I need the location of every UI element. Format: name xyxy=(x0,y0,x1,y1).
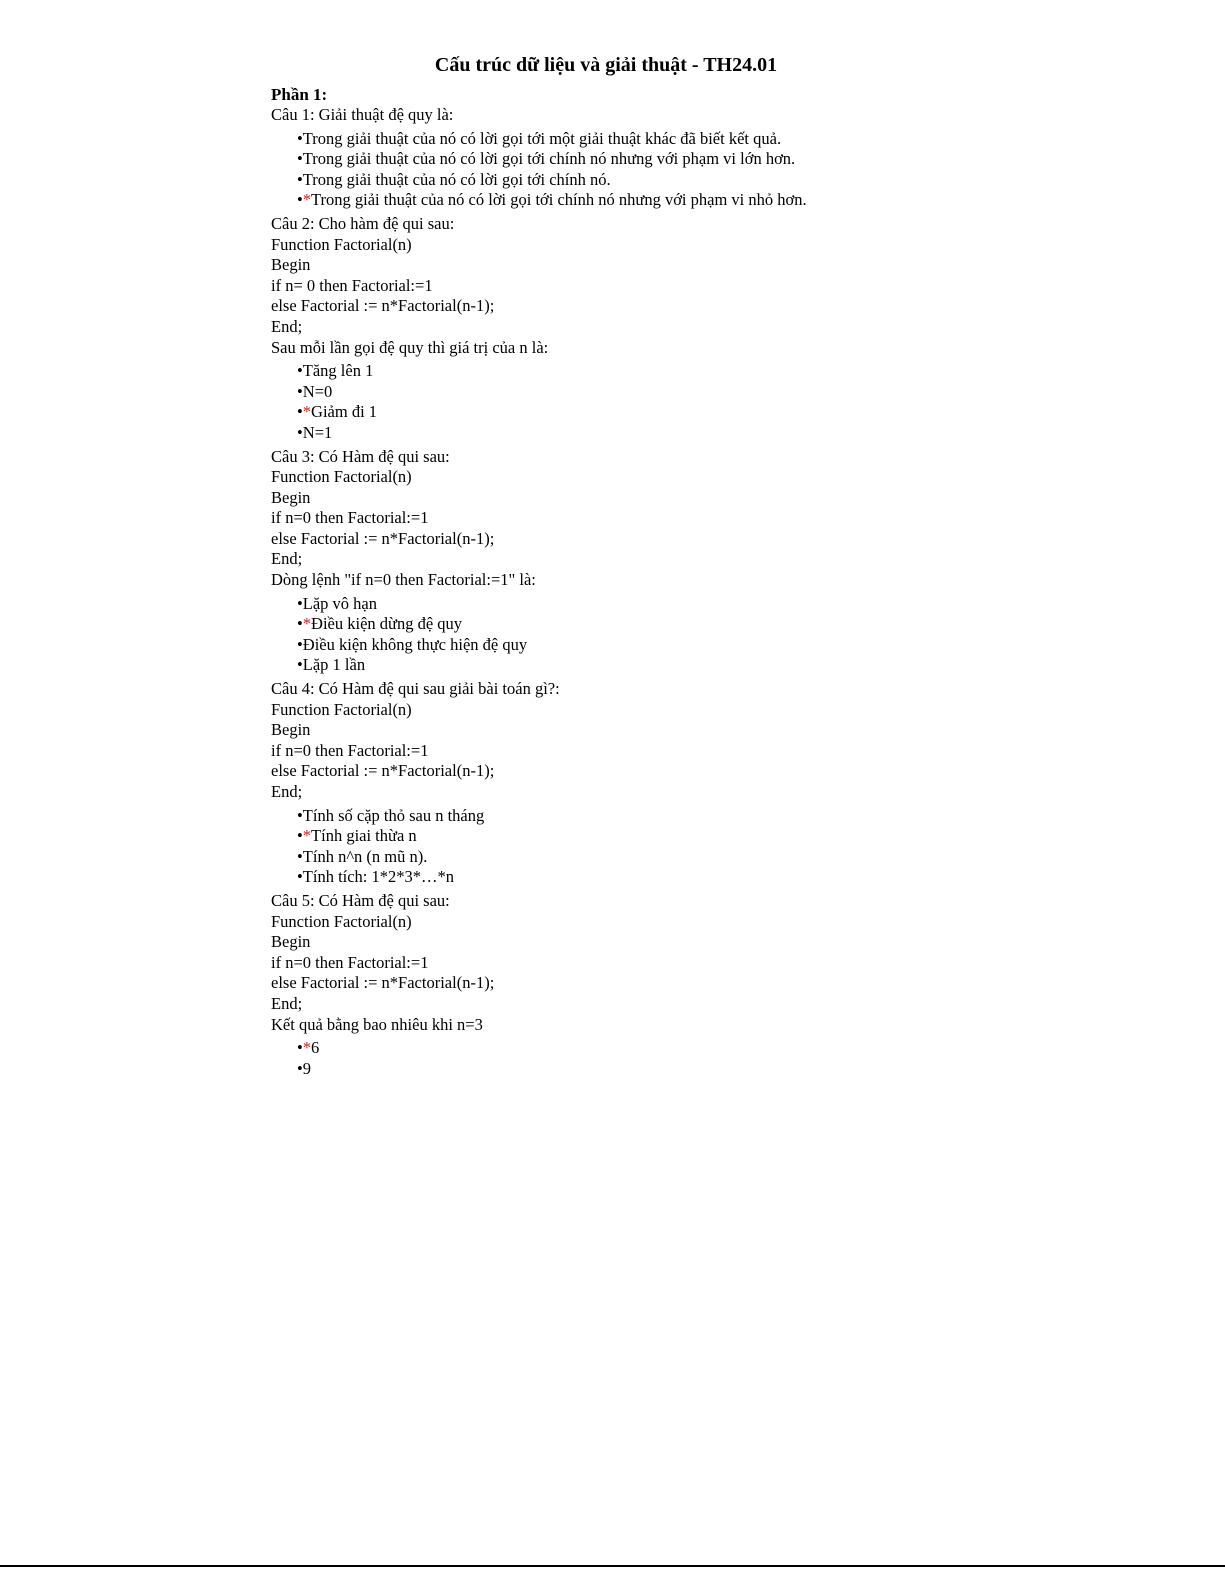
bullet-icon: • xyxy=(297,149,303,169)
question-heading: Câu 1: Giải thuật đệ quy là: xyxy=(271,105,454,124)
question-text-line: Function Factorial(n) xyxy=(271,699,412,719)
question-block xyxy=(271,214,911,444)
answer-option-text: Giảm đi 1 xyxy=(311,402,378,422)
answer-option-text: Tính số cặp thỏ sau n tháng xyxy=(302,805,485,825)
bullet-icon: • xyxy=(297,655,303,675)
bullet-icon: • xyxy=(297,614,303,634)
question-list xyxy=(271,105,911,1079)
bullet-icon: • xyxy=(297,169,303,189)
answer-option xyxy=(297,1059,911,1080)
question-text-line: End; xyxy=(271,549,303,569)
correct-answer-marker-icon: * xyxy=(302,826,312,846)
bullet-icon: • xyxy=(297,593,303,613)
answer-option-text: Trong giải thuật của nó có lời gọi tới chính nó. xyxy=(302,169,611,189)
question-text-line: if n=0 then Factorial:=1 xyxy=(271,508,429,528)
answer-option xyxy=(297,149,911,170)
answer-option xyxy=(297,423,911,444)
page-bottom-rule xyxy=(0,1565,1225,1567)
answer-options xyxy=(271,129,911,211)
question-text-line: if n= 0 then Factorial:=1 xyxy=(271,275,433,295)
question-text-line: Function Factorial(n) xyxy=(271,234,412,254)
question-text-line: Sau mỗi lần gọi đệ quy thì giá trị của n là: xyxy=(271,337,549,357)
answer-option xyxy=(297,402,911,423)
bullet-icon: • xyxy=(297,1058,303,1078)
question-block xyxy=(271,105,911,211)
answer-option-text: Trong giải thuật của nó có lời gọi tới chính nó nhưng với phạm vi nhỏ hơn. xyxy=(311,190,807,210)
answer-option-text: Tính tích: 1*2*3*…*n xyxy=(302,867,455,887)
answer-option-text: N=1 xyxy=(302,422,333,442)
answer-option xyxy=(297,594,911,615)
question-block xyxy=(271,447,911,677)
question-text-line: Begin xyxy=(271,932,311,952)
answer-option xyxy=(297,382,911,403)
question-text-line: Function Factorial(n) xyxy=(271,911,412,931)
question-text-line: if n=0 then Factorial:=1 xyxy=(271,740,429,760)
bullet-icon: • xyxy=(297,826,303,846)
question-text-line: else Factorial := n*Factorial(n-1); xyxy=(271,973,495,993)
answer-option xyxy=(297,129,911,150)
answer-options xyxy=(271,594,911,676)
document-title: Cấu trúc dữ liệu và giải thuật - TH24.01 xyxy=(434,54,778,76)
question-text-line: End; xyxy=(271,316,303,336)
answer-option-text: Điều kiện dừng đệ quy xyxy=(311,614,463,634)
correct-answer-marker-icon: * xyxy=(302,190,312,210)
answer-option xyxy=(297,867,911,888)
question-block xyxy=(271,891,911,1079)
bullet-icon: • xyxy=(297,867,303,887)
answer-option-text: Tính giai thừa n xyxy=(311,826,417,846)
bullet-icon: • xyxy=(297,805,303,825)
bullet-icon: • xyxy=(297,381,303,401)
question-text-line: Begin xyxy=(271,255,311,275)
answer-option-text: Tính n^n (n mũ n). xyxy=(302,846,428,866)
answer-option xyxy=(297,1038,911,1059)
question-text-line: End; xyxy=(271,993,303,1013)
bullet-icon: • xyxy=(297,361,303,381)
section-heading: Phần 1: xyxy=(271,85,328,104)
answer-option-text: 9 xyxy=(302,1058,312,1078)
answer-option-text: N=0 xyxy=(302,381,333,401)
answer-option xyxy=(297,614,911,635)
question-heading: Câu 5: Có Hàm đệ qui sau: xyxy=(271,890,450,910)
question-text-line: Kết quả bằng bao nhiêu khi n=3 xyxy=(271,1014,483,1034)
bullet-icon: • xyxy=(297,846,303,866)
question-heading: Câu 3: Có Hàm đệ qui sau: xyxy=(271,446,450,466)
answer-options xyxy=(271,1038,911,1079)
question-text-line: else Factorial := n*Factorial(n-1); xyxy=(271,761,495,781)
answer-option xyxy=(297,361,911,382)
answer-option xyxy=(297,655,911,676)
answer-option-text: Tăng lên 1 xyxy=(302,361,374,381)
answer-option-text: Trong giải thuật của nó có lời gọi tới một giải thuật khác đã biết kết quả. xyxy=(302,128,782,148)
bullet-icon: • xyxy=(297,1038,303,1058)
correct-answer-marker-icon: * xyxy=(302,1038,312,1058)
answer-option-text: Lặp vô hạn xyxy=(302,593,378,613)
question-text-line: Function Factorial(n) xyxy=(271,467,412,487)
answer-option xyxy=(297,635,911,656)
answer-option xyxy=(297,170,911,191)
answer-option-text: 6 xyxy=(311,1038,320,1058)
question-text-line: else Factorial := n*Factorial(n-1); xyxy=(271,296,495,316)
answer-option xyxy=(297,806,911,827)
correct-answer-marker-icon: * xyxy=(302,614,312,634)
document-body xyxy=(271,84,911,1082)
bullet-icon: • xyxy=(297,190,303,210)
question-text-line: End; xyxy=(271,782,303,801)
answer-options xyxy=(271,361,911,443)
answer-option-text: Điều kiện không thực hiện đệ quy xyxy=(302,634,528,654)
bullet-icon: • xyxy=(297,422,303,442)
answer-option xyxy=(297,826,911,847)
answer-option xyxy=(297,847,911,868)
correct-answer-marker-icon: * xyxy=(302,402,312,422)
question-block xyxy=(271,679,911,888)
bullet-icon: • xyxy=(297,128,303,148)
question-text-line: Begin xyxy=(271,487,311,507)
question-heading: Câu 4: Có Hàm đệ qui sau giải bài toán gì?: xyxy=(271,679,560,699)
question-text-line: Begin xyxy=(271,720,311,740)
question-text-line: if n=0 then Factorial:=1 xyxy=(271,952,429,972)
question-heading: Câu 2: Cho hàm đệ qui sau: xyxy=(271,213,455,233)
bullet-icon: • xyxy=(297,402,303,422)
answer-options xyxy=(271,806,911,888)
question-text-line: Dòng lệnh "if n=0 then Factorial:=1" là: xyxy=(271,570,536,590)
answer-option-text: Lặp 1 lần xyxy=(302,655,366,675)
bullet-icon: • xyxy=(297,634,303,654)
answer-option-text: Trong giải thuật của nó có lời gọi tới chính nó nhưng với phạm vi lớn hơn. xyxy=(302,149,796,169)
question-text-line: else Factorial := n*Factorial(n-1); xyxy=(271,528,495,548)
answer-option xyxy=(297,190,911,211)
